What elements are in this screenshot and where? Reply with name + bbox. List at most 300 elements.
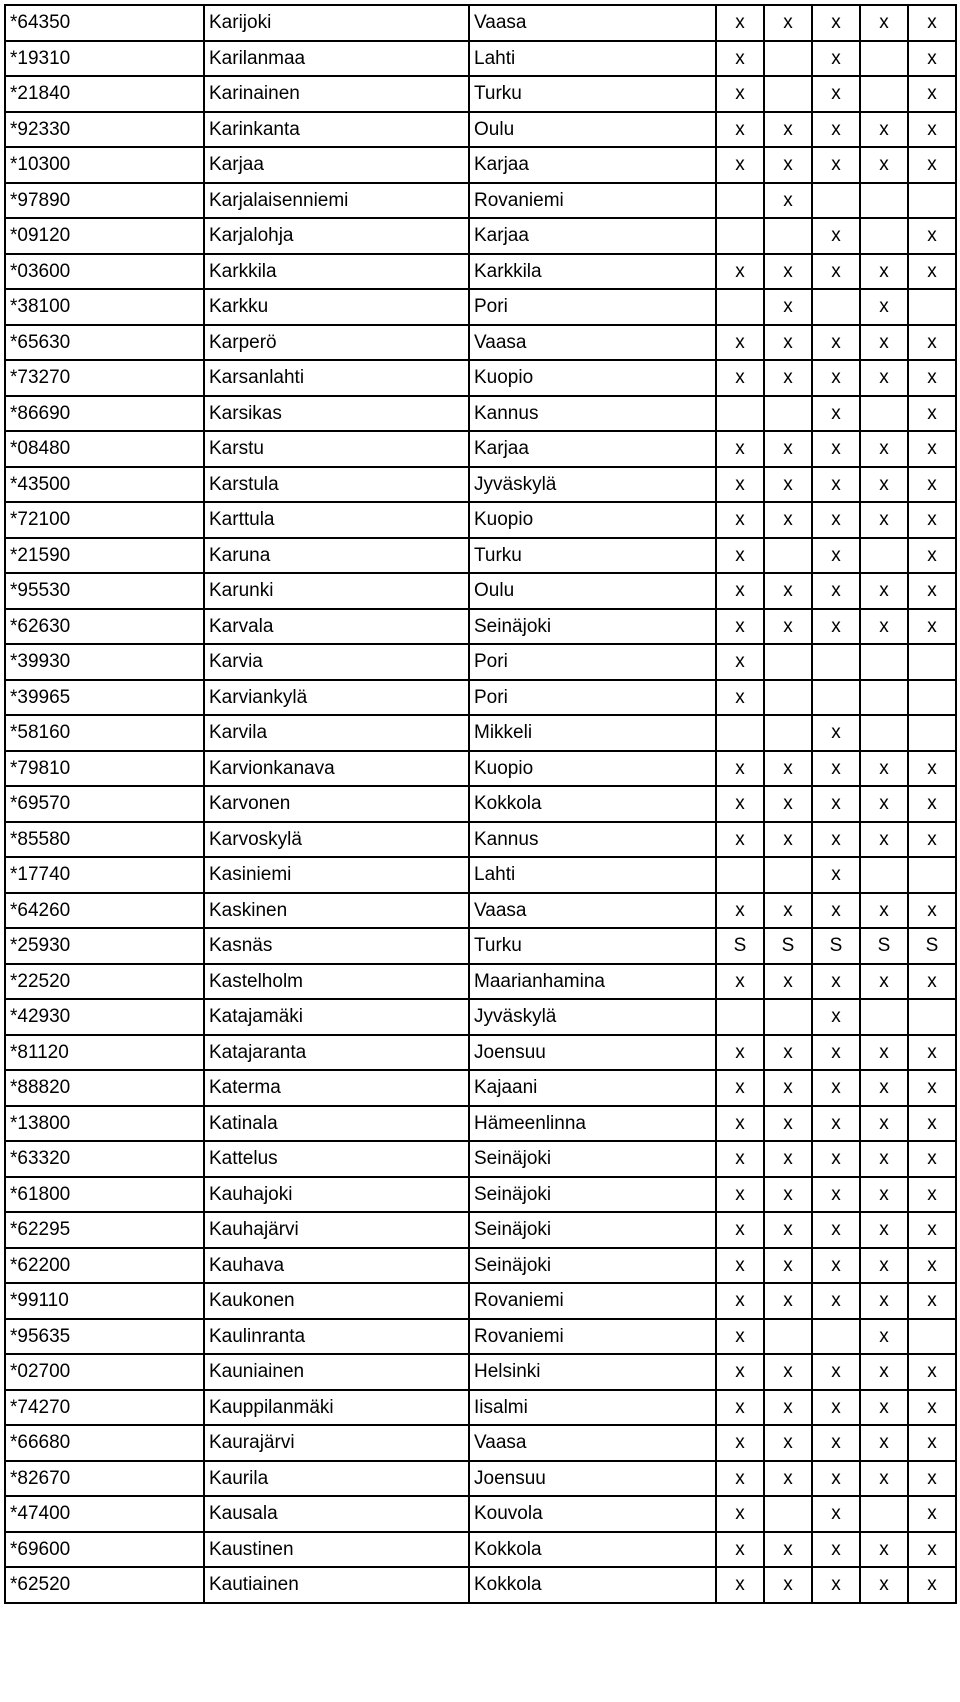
mark-cell: x bbox=[716, 1532, 764, 1568]
mark-cell bbox=[860, 715, 908, 751]
mark-cell: x bbox=[764, 1070, 812, 1106]
table-row bbox=[5, 254, 956, 290]
table-row bbox=[5, 538, 956, 574]
postal-code-table bbox=[4, 4, 957, 1604]
city-cell: Rovaniemi bbox=[469, 1319, 716, 1355]
mark-cell: x bbox=[860, 786, 908, 822]
mark-cell: S bbox=[716, 928, 764, 964]
place-name-cell: Karinainen bbox=[204, 76, 469, 112]
postal-code-cell: *85580 bbox=[5, 822, 204, 858]
mark-cell bbox=[764, 644, 812, 680]
mark-cell bbox=[908, 183, 956, 219]
place-name-cell: Kastelholm bbox=[204, 964, 469, 1000]
mark-cell: x bbox=[860, 1106, 908, 1142]
table-row bbox=[5, 1070, 956, 1106]
mark-cell: x bbox=[764, 786, 812, 822]
mark-cell: x bbox=[908, 325, 956, 361]
place-name-cell: Karvia bbox=[204, 644, 469, 680]
table-row bbox=[5, 857, 956, 893]
city-cell: Oulu bbox=[469, 112, 716, 148]
mark-cell: x bbox=[908, 467, 956, 503]
mark-cell: S bbox=[812, 928, 860, 964]
mark-cell: x bbox=[812, 893, 860, 929]
postal-code-cell: *82670 bbox=[5, 1461, 204, 1497]
mark-cell: x bbox=[860, 1319, 908, 1355]
mark-cell: x bbox=[764, 467, 812, 503]
mark-cell: x bbox=[764, 609, 812, 645]
mark-cell: x bbox=[812, 857, 860, 893]
mark-cell: x bbox=[764, 183, 812, 219]
mark-cell: x bbox=[716, 1248, 764, 1284]
place-name-cell: Kasnäs bbox=[204, 928, 469, 964]
mark-cell: x bbox=[860, 751, 908, 787]
table-body bbox=[5, 5, 956, 1603]
mark-cell bbox=[764, 715, 812, 751]
mark-cell: x bbox=[812, 1177, 860, 1213]
place-name-cell: Kaskinen bbox=[204, 893, 469, 929]
mark-cell bbox=[716, 999, 764, 1035]
mark-cell: S bbox=[908, 928, 956, 964]
mark-cell: x bbox=[908, 1106, 956, 1142]
mark-cell: x bbox=[716, 1283, 764, 1319]
postal-code-cell: *21590 bbox=[5, 538, 204, 574]
mark-cell: x bbox=[860, 360, 908, 396]
mark-cell: x bbox=[716, 786, 764, 822]
mark-cell: x bbox=[908, 1496, 956, 1532]
mark-cell bbox=[860, 644, 908, 680]
place-name-cell: Karkkila bbox=[204, 254, 469, 290]
mark-cell: x bbox=[812, 360, 860, 396]
place-name-cell: Katajamäki bbox=[204, 999, 469, 1035]
mark-cell: x bbox=[908, 1283, 956, 1319]
city-cell: Turku bbox=[469, 928, 716, 964]
city-cell: Lahti bbox=[469, 857, 716, 893]
mark-cell: x bbox=[908, 1390, 956, 1426]
table-row bbox=[5, 715, 956, 751]
postal-code-cell: *08480 bbox=[5, 431, 204, 467]
mark-cell: x bbox=[716, 1461, 764, 1497]
postal-code-cell: *62295 bbox=[5, 1212, 204, 1248]
mark-cell bbox=[860, 396, 908, 432]
city-cell: Vaasa bbox=[469, 1425, 716, 1461]
table-row bbox=[5, 1248, 956, 1284]
table-row bbox=[5, 1319, 956, 1355]
table-row bbox=[5, 680, 956, 716]
place-name-cell: Kaurajärvi bbox=[204, 1425, 469, 1461]
postal-code-cell: *61800 bbox=[5, 1177, 204, 1213]
city-cell: Vaasa bbox=[469, 893, 716, 929]
city-cell: Mikkeli bbox=[469, 715, 716, 751]
city-cell: Kokkola bbox=[469, 1567, 716, 1603]
mark-cell: x bbox=[860, 1354, 908, 1390]
mark-cell: x bbox=[764, 751, 812, 787]
postal-code-cell: *95530 bbox=[5, 573, 204, 609]
city-cell: Karjaa bbox=[469, 431, 716, 467]
mark-cell: x bbox=[860, 1177, 908, 1213]
postal-code-cell: *95635 bbox=[5, 1319, 204, 1355]
postal-code-cell: *38100 bbox=[5, 289, 204, 325]
mark-cell: x bbox=[716, 538, 764, 574]
city-cell: Lahti bbox=[469, 41, 716, 77]
table-row bbox=[5, 1212, 956, 1248]
city-cell: Vaasa bbox=[469, 5, 716, 41]
postal-code-cell: *81120 bbox=[5, 1035, 204, 1071]
table-row bbox=[5, 147, 956, 183]
table-row bbox=[5, 964, 956, 1000]
mark-cell: x bbox=[716, 1567, 764, 1603]
city-cell: Hämeenlinna bbox=[469, 1106, 716, 1142]
mark-cell bbox=[908, 857, 956, 893]
mark-cell: x bbox=[860, 1567, 908, 1603]
mark-cell: x bbox=[860, 467, 908, 503]
mark-cell: x bbox=[812, 502, 860, 538]
mark-cell: x bbox=[716, 325, 764, 361]
mark-cell: x bbox=[716, 609, 764, 645]
city-cell: Kuopio bbox=[469, 751, 716, 787]
mark-cell: x bbox=[716, 147, 764, 183]
mark-cell: x bbox=[908, 1177, 956, 1213]
mark-cell: x bbox=[908, 573, 956, 609]
mark-cell: x bbox=[860, 1283, 908, 1319]
city-cell: Karjaa bbox=[469, 218, 716, 254]
mark-cell: x bbox=[812, 1141, 860, 1177]
mark-cell: x bbox=[716, 112, 764, 148]
postal-code-cell: *62520 bbox=[5, 1567, 204, 1603]
mark-cell: x bbox=[908, 112, 956, 148]
mark-cell bbox=[860, 183, 908, 219]
mark-cell bbox=[908, 999, 956, 1035]
city-cell: Kuopio bbox=[469, 360, 716, 396]
mark-cell: x bbox=[716, 1035, 764, 1071]
city-cell: Kannus bbox=[469, 822, 716, 858]
city-cell: Kokkola bbox=[469, 1532, 716, 1568]
mark-cell bbox=[764, 1319, 812, 1355]
mark-cell bbox=[716, 289, 764, 325]
place-name-cell: Katajaranta bbox=[204, 1035, 469, 1071]
place-name-cell: Karviankylä bbox=[204, 680, 469, 716]
city-cell: Karkkila bbox=[469, 254, 716, 290]
mark-cell: x bbox=[716, 1141, 764, 1177]
mark-cell: x bbox=[764, 893, 812, 929]
postal-code-cell: *62630 bbox=[5, 609, 204, 645]
mark-cell: x bbox=[908, 1425, 956, 1461]
mark-cell: x bbox=[860, 893, 908, 929]
mark-cell bbox=[908, 644, 956, 680]
mark-cell bbox=[716, 396, 764, 432]
mark-cell: x bbox=[812, 41, 860, 77]
mark-cell bbox=[812, 644, 860, 680]
mark-cell: x bbox=[860, 254, 908, 290]
mark-cell: x bbox=[908, 254, 956, 290]
mark-cell: x bbox=[908, 1532, 956, 1568]
mark-cell: x bbox=[860, 1141, 908, 1177]
mark-cell: x bbox=[860, 325, 908, 361]
table-row bbox=[5, 325, 956, 361]
mark-cell: x bbox=[908, 751, 956, 787]
mark-cell: x bbox=[812, 1567, 860, 1603]
mark-cell bbox=[716, 218, 764, 254]
place-name-cell: Karvoskylä bbox=[204, 822, 469, 858]
table-row bbox=[5, 786, 956, 822]
mark-cell bbox=[908, 1319, 956, 1355]
mark-cell: x bbox=[860, 289, 908, 325]
mark-cell: x bbox=[860, 1425, 908, 1461]
place-name-cell: Kaurila bbox=[204, 1461, 469, 1497]
place-name-cell: Karttula bbox=[204, 502, 469, 538]
mark-cell: x bbox=[812, 431, 860, 467]
city-cell: Joensuu bbox=[469, 1035, 716, 1071]
mark-cell: x bbox=[716, 1319, 764, 1355]
table-row bbox=[5, 1354, 956, 1390]
table-row bbox=[5, 360, 956, 396]
place-name-cell: Karilanmaa bbox=[204, 41, 469, 77]
postal-code-cell: *42930 bbox=[5, 999, 204, 1035]
mark-cell: x bbox=[716, 573, 764, 609]
table-row bbox=[5, 502, 956, 538]
city-cell: Seinäjoki bbox=[469, 1177, 716, 1213]
mark-cell: x bbox=[860, 1532, 908, 1568]
postal-code-cell: *17740 bbox=[5, 857, 204, 893]
mark-cell: x bbox=[812, 1390, 860, 1426]
city-cell: Karjaa bbox=[469, 147, 716, 183]
table-row bbox=[5, 1567, 956, 1603]
mark-cell: x bbox=[764, 431, 812, 467]
mark-cell bbox=[716, 183, 764, 219]
mark-cell: x bbox=[812, 964, 860, 1000]
postal-code-cell: *72100 bbox=[5, 502, 204, 538]
mark-cell: x bbox=[716, 41, 764, 77]
mark-cell: x bbox=[908, 360, 956, 396]
mark-cell: x bbox=[812, 467, 860, 503]
mark-cell bbox=[860, 218, 908, 254]
mark-cell bbox=[860, 680, 908, 716]
mark-cell: x bbox=[812, 751, 860, 787]
place-name-cell: Karuna bbox=[204, 538, 469, 574]
city-cell: Rovaniemi bbox=[469, 1283, 716, 1319]
table-row bbox=[5, 1390, 956, 1426]
postal-code-cell: *39965 bbox=[5, 680, 204, 716]
city-cell: Jyväskylä bbox=[469, 467, 716, 503]
place-name-cell: Katerma bbox=[204, 1070, 469, 1106]
postal-code-cell: *10300 bbox=[5, 147, 204, 183]
mark-cell: S bbox=[764, 928, 812, 964]
mark-cell: x bbox=[908, 431, 956, 467]
postal-code-cell: *86690 bbox=[5, 396, 204, 432]
mark-cell: x bbox=[764, 1390, 812, 1426]
mark-cell: x bbox=[716, 254, 764, 290]
postal-code-cell: *92330 bbox=[5, 112, 204, 148]
mark-cell: x bbox=[716, 1212, 764, 1248]
mark-cell: x bbox=[860, 1248, 908, 1284]
mark-cell: x bbox=[812, 5, 860, 41]
mark-cell: x bbox=[860, 147, 908, 183]
mark-cell bbox=[908, 715, 956, 751]
mark-cell bbox=[764, 396, 812, 432]
mark-cell: x bbox=[764, 254, 812, 290]
mark-cell: x bbox=[764, 1567, 812, 1603]
postal-code-cell: *39930 bbox=[5, 644, 204, 680]
place-name-cell: Karvila bbox=[204, 715, 469, 751]
mark-cell: x bbox=[908, 822, 956, 858]
mark-cell: x bbox=[764, 1177, 812, 1213]
mark-cell: x bbox=[764, 1248, 812, 1284]
city-cell: Joensuu bbox=[469, 1461, 716, 1497]
place-name-cell: Kattelus bbox=[204, 1141, 469, 1177]
mark-cell: x bbox=[908, 786, 956, 822]
mark-cell: x bbox=[764, 1461, 812, 1497]
postal-code-cell: *99110 bbox=[5, 1283, 204, 1319]
mark-cell: x bbox=[908, 1035, 956, 1071]
place-name-cell: Kaustinen bbox=[204, 1532, 469, 1568]
table-row bbox=[5, 751, 956, 787]
place-name-cell: Karvonen bbox=[204, 786, 469, 822]
place-name-cell: Karunki bbox=[204, 573, 469, 609]
table-row bbox=[5, 644, 956, 680]
mark-cell: x bbox=[860, 573, 908, 609]
mark-cell bbox=[716, 857, 764, 893]
postal-code-cell: *88820 bbox=[5, 1070, 204, 1106]
postal-code-cell: *58160 bbox=[5, 715, 204, 751]
mark-cell: x bbox=[716, 1354, 764, 1390]
place-name-cell: Karstu bbox=[204, 431, 469, 467]
mark-cell: x bbox=[764, 1212, 812, 1248]
place-name-cell: Kautiainen bbox=[204, 1567, 469, 1603]
table-row bbox=[5, 999, 956, 1035]
mark-cell: x bbox=[908, 609, 956, 645]
city-cell: Iisalmi bbox=[469, 1390, 716, 1426]
city-cell: Pori bbox=[469, 289, 716, 325]
mark-cell: x bbox=[764, 1425, 812, 1461]
city-cell: Kannus bbox=[469, 396, 716, 432]
mark-cell: x bbox=[716, 964, 764, 1000]
postal-code-cell: *02700 bbox=[5, 1354, 204, 1390]
mark-cell: x bbox=[716, 502, 764, 538]
mark-cell: x bbox=[812, 325, 860, 361]
postal-code-cell: *03600 bbox=[5, 254, 204, 290]
city-cell: Seinäjoki bbox=[469, 1141, 716, 1177]
place-name-cell: Kaulinranta bbox=[204, 1319, 469, 1355]
table-row bbox=[5, 289, 956, 325]
mark-cell: x bbox=[812, 396, 860, 432]
table-row bbox=[5, 41, 956, 77]
mark-cell: x bbox=[812, 1212, 860, 1248]
place-name-cell: Karjaa bbox=[204, 147, 469, 183]
city-cell: Helsinki bbox=[469, 1354, 716, 1390]
mark-cell: x bbox=[716, 76, 764, 112]
city-cell: Oulu bbox=[469, 573, 716, 609]
mark-cell: x bbox=[716, 1496, 764, 1532]
city-cell: Maarianhamina bbox=[469, 964, 716, 1000]
table-row bbox=[5, 1177, 956, 1213]
place-name-cell: Katinala bbox=[204, 1106, 469, 1142]
city-cell: Kokkola bbox=[469, 786, 716, 822]
place-name-cell: Karsikas bbox=[204, 396, 469, 432]
place-name-cell: Kaukonen bbox=[204, 1283, 469, 1319]
city-cell: Seinäjoki bbox=[469, 1212, 716, 1248]
mark-cell: x bbox=[908, 218, 956, 254]
postal-code-cell: *69570 bbox=[5, 786, 204, 822]
mark-cell bbox=[860, 538, 908, 574]
mark-cell: x bbox=[812, 1496, 860, 1532]
table-row bbox=[5, 431, 956, 467]
mark-cell: x bbox=[812, 1283, 860, 1319]
mark-cell: x bbox=[764, 1354, 812, 1390]
mark-cell: x bbox=[908, 396, 956, 432]
mark-cell bbox=[812, 1319, 860, 1355]
mark-cell: x bbox=[860, 1035, 908, 1071]
table-row bbox=[5, 1461, 956, 1497]
mark-cell: x bbox=[812, 254, 860, 290]
postal-code-cell: *13800 bbox=[5, 1106, 204, 1142]
place-name-cell: Kauniainen bbox=[204, 1354, 469, 1390]
mark-cell bbox=[764, 538, 812, 574]
mark-cell: x bbox=[908, 1070, 956, 1106]
mark-cell: x bbox=[908, 147, 956, 183]
mark-cell: x bbox=[716, 1390, 764, 1426]
mark-cell: x bbox=[764, 822, 812, 858]
table-row bbox=[5, 609, 956, 645]
table-row bbox=[5, 5, 956, 41]
mark-cell: x bbox=[716, 680, 764, 716]
postal-code-cell: *64260 bbox=[5, 893, 204, 929]
place-name-cell: Karstula bbox=[204, 467, 469, 503]
mark-cell: x bbox=[908, 1567, 956, 1603]
mark-cell: x bbox=[764, 1141, 812, 1177]
place-name-cell: Kauhajärvi bbox=[204, 1212, 469, 1248]
mark-cell: x bbox=[764, 573, 812, 609]
mark-cell: x bbox=[812, 1425, 860, 1461]
city-cell: Seinäjoki bbox=[469, 609, 716, 645]
place-name-cell: Karvionkanava bbox=[204, 751, 469, 787]
mark-cell: x bbox=[860, 1070, 908, 1106]
place-name-cell: Karperö bbox=[204, 325, 469, 361]
mark-cell: x bbox=[860, 1461, 908, 1497]
mark-cell: x bbox=[860, 112, 908, 148]
postal-code-cell: *74270 bbox=[5, 1390, 204, 1426]
mark-cell: x bbox=[812, 76, 860, 112]
postal-code-cell: *21840 bbox=[5, 76, 204, 112]
postal-code-cell: *43500 bbox=[5, 467, 204, 503]
table-row bbox=[5, 112, 956, 148]
mark-cell: x bbox=[764, 5, 812, 41]
postal-code-cell: *73270 bbox=[5, 360, 204, 396]
mark-cell: x bbox=[812, 822, 860, 858]
mark-cell: x bbox=[764, 1035, 812, 1071]
place-name-cell: Karvala bbox=[204, 609, 469, 645]
mark-cell: x bbox=[716, 467, 764, 503]
postal-code-cell: *63320 bbox=[5, 1141, 204, 1177]
table-row bbox=[5, 1496, 956, 1532]
mark-cell bbox=[860, 41, 908, 77]
mark-cell: x bbox=[908, 1461, 956, 1497]
mark-cell bbox=[764, 218, 812, 254]
postal-code-cell: *69600 bbox=[5, 1532, 204, 1568]
table-row bbox=[5, 1425, 956, 1461]
place-name-cell: Karjalaisenniemi bbox=[204, 183, 469, 219]
mark-cell: x bbox=[764, 289, 812, 325]
place-name-cell: Kauhajoki bbox=[204, 1177, 469, 1213]
mark-cell: x bbox=[860, 609, 908, 645]
table-row bbox=[5, 218, 956, 254]
mark-cell: x bbox=[716, 1177, 764, 1213]
mark-cell: x bbox=[764, 1532, 812, 1568]
mark-cell: x bbox=[812, 715, 860, 751]
postal-code-cell: *65630 bbox=[5, 325, 204, 361]
mark-cell bbox=[812, 680, 860, 716]
mark-cell: x bbox=[908, 41, 956, 77]
mark-cell bbox=[860, 999, 908, 1035]
city-cell: Pori bbox=[469, 644, 716, 680]
